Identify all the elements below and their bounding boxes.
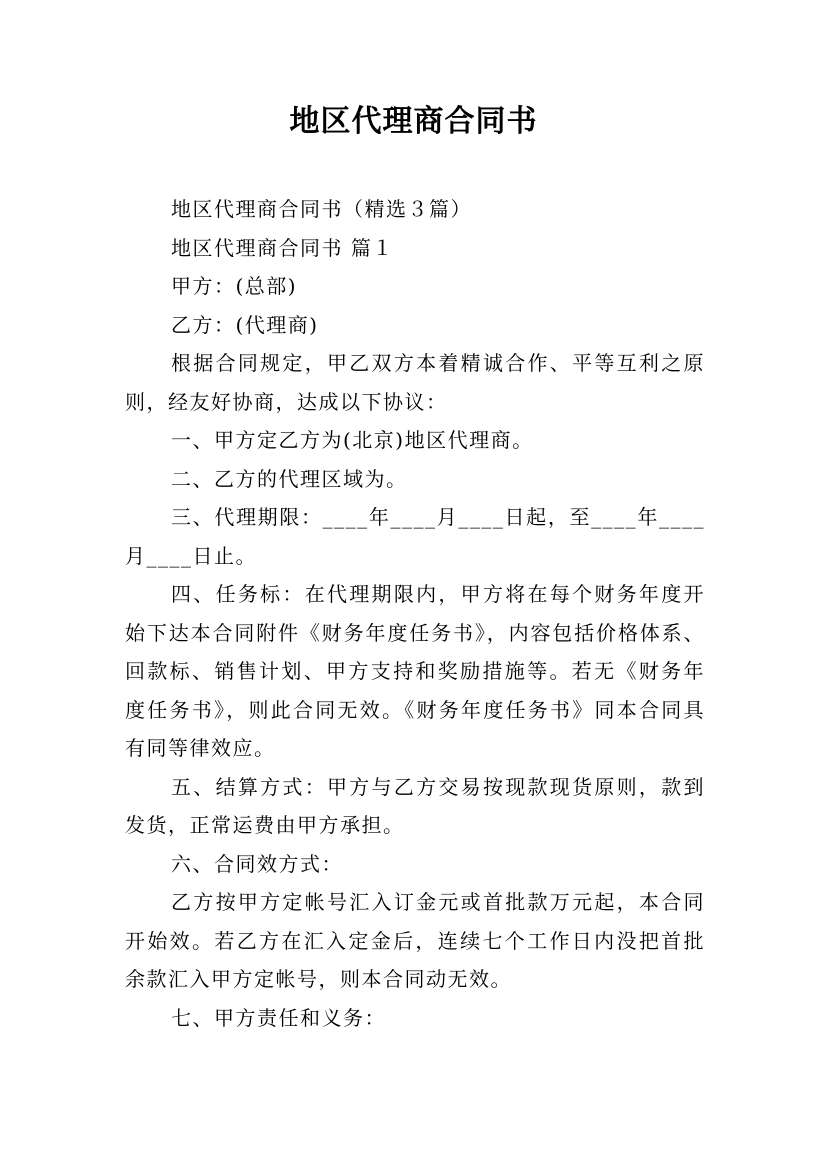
paragraph-clause-3: 三、代理期限：____年____月____日起，至____年____月____日止。 bbox=[125, 505, 705, 568]
document-title: 地区代理商合同书 bbox=[289, 104, 538, 139]
paragraph-clause-6-detail: 乙方按甲方定帐号汇入订金元或首批款万元起，本合同开始效。若乙方在汇入定金后，连续七个工作日内没把首批余款汇入甲方定帐号，则本合同动无效。 bbox=[125, 890, 705, 991]
paragraph-section-heading: 地区代理商合同书 篇１ bbox=[171, 235, 394, 260]
paragraph-clause-7: 七、甲方责任和义务： bbox=[171, 1005, 386, 1030]
paragraph-clause-1: 一、甲方定乙方为(北京)地区代理商。 bbox=[171, 428, 534, 452]
paragraph-subtitle: 地区代理商合同书（精选３篇） bbox=[171, 197, 472, 221]
paragraph-clause-6: 六、合同效方式： bbox=[171, 851, 343, 876]
paragraph-preamble: 根据合同规定，甲乙双方本着精诚合作、平等互利之原则，经友好协商，达成以下协议： bbox=[125, 351, 705, 414]
paragraph-clause-4: 四、任务标：在代理期限内，甲方将在每个财务年度开始下达本合同附件《财务年度任务书》，内容包括价格体系、回款标、销售计划、甲方支持和奖励措施等。若无《财务年度任务书》，则此合同无效。《财务年度任务书》同本合同具有同等律效应。 bbox=[125, 582, 705, 760]
paragraph-party-a: 甲方：(总部) bbox=[171, 274, 298, 298]
document-body bbox=[125, 190, 705, 1037]
paragraph-clause-2: 二、乙方的代理区域为。 bbox=[171, 466, 408, 491]
paragraph-party-b: 乙方：(代理商) bbox=[171, 312, 319, 337]
paragraph-clause-5: 五、结算方式：甲方与乙方交易按现款现货原则，款到发货，正常运费由甲方承担。 bbox=[125, 774, 705, 837]
